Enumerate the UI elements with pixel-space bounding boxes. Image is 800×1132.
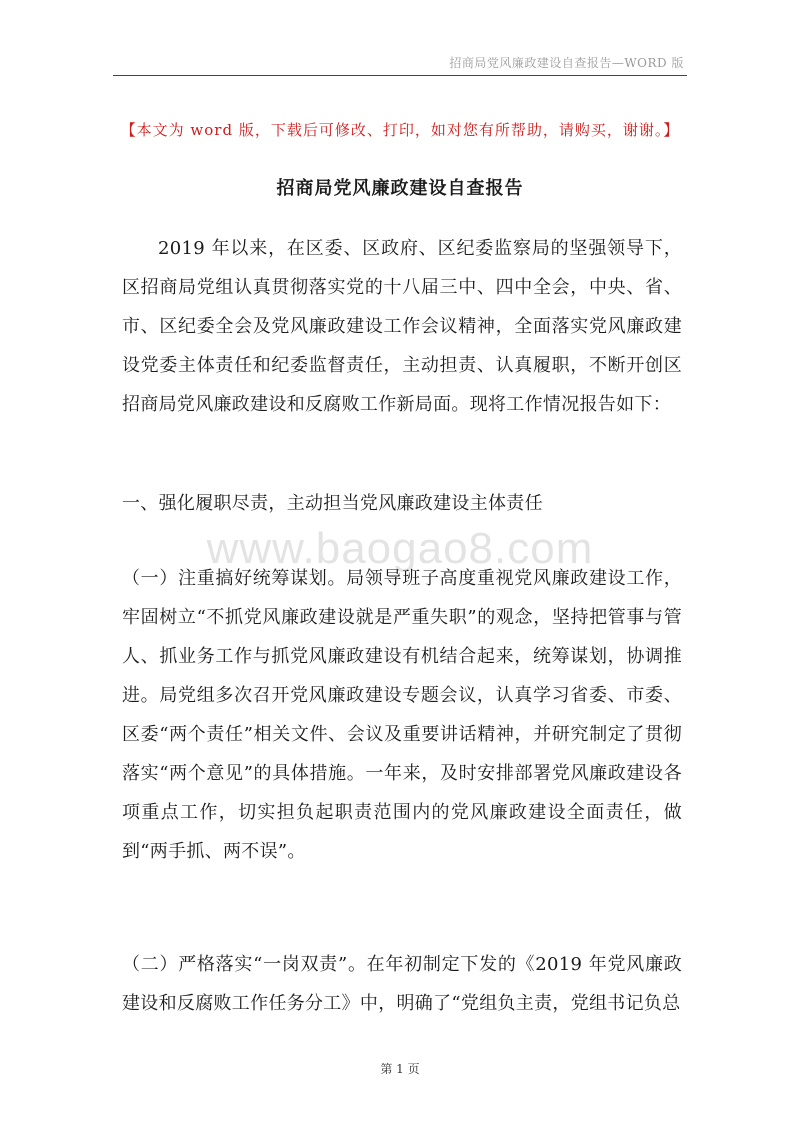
body-paragraph-1: （一）注重搞好统筹谋划。局领导班子高度重视党风廉政建设工作，牢固树立“不抓党风廉政建设就是严重失职”的观念，坚持把管事与管人、抓业务工作与抓党风廉政建设有机结合起来，统筹谋划，协调推进。局党组多次召开党风廉政建设专题会议，认真学习省委、市委、区委“两个责任”相关文件、会议及重要讲话精神，并研究制定了贯彻落实“两个意见”的具体措施。一年来，及时安排部署党风廉政建设各项重点工作，切实担负起职责范围内的党风廉政建设全面责任，做到“两手抓、两不误”。 [122, 568, 682, 862]
document-title: 招商局党风廉政建设自查报告 [276, 178, 524, 199]
running-header: 招商局党风廉政建设自查报告—WORD 版 [449, 56, 684, 70]
section-heading-1: 一、强化履职尽责，主动担当党风廉政建设主体责任 [122, 493, 543, 514]
body-paragraph-2: （二）严格落实“一岗双责”。在年初制定下发的《2019 年党风廉政建设和反腐败工作任务分工》中，明确了“党组负主责，党组书记负总 [122, 954, 682, 1014]
purchase-notice: 【本文为 word 版，下载后可修改、打印，如对您有所帮助，请购买，谢谢。】 [120, 121, 680, 139]
page-number: 第 1 页 [380, 1062, 420, 1076]
intro-paragraph: 2019 年以来，在区委、区政府、区纪委监察局的坚强领导下，区招商局党组认真贯彻落实党的十八届三中、四中全会，中央、省、市、区纪委全会及党风廉政建设工作会议精神，全面落实党风廉政建设党委主体责任和纪委监督责任，主动担责、认真履职，不断开创区招商局党风廉政建设和反腐败工作新局面。现将工作情况报告如下： [122, 238, 682, 415]
header-divider [113, 75, 687, 76]
watermark: www.baogao8.com [206, 524, 594, 573]
